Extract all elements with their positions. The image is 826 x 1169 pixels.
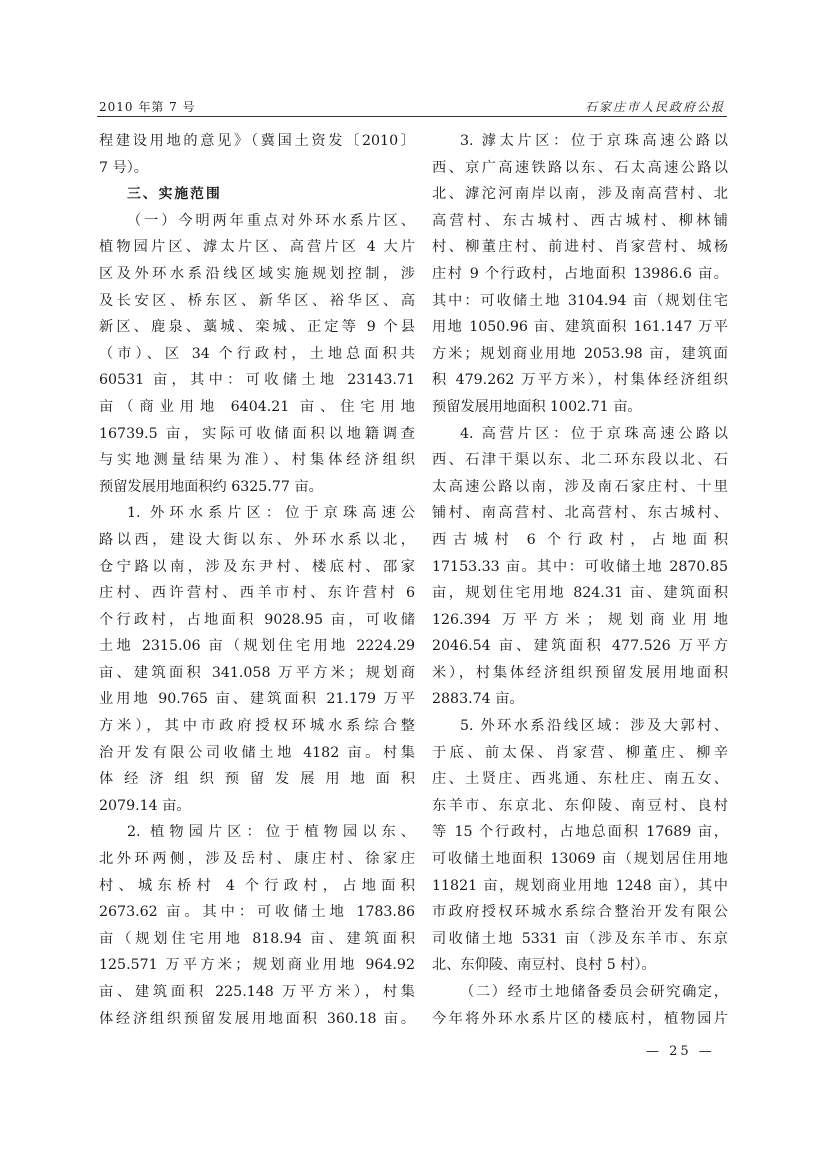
text-line: 7 号）。 [99,159,148,176]
text-line: 126.394 万平方米；规划商业用地 [432,611,728,628]
text-line: 2883.74 亩。 [432,691,524,708]
text-line: 及长安区、桥东区、新华区、裕华区、高 [99,292,415,309]
text-line: 治开发有限公司收储土地 4182 亩。村集 [99,744,415,761]
text-line: 业用地 90.765 亩、建筑面积 21.179 万平 [99,691,415,708]
text-line: 北外环两侧，涉及岳村、康庄村、徐家庄 [99,851,415,868]
text-line: 高营村、东古城村、西古城村、柳林铺 [432,212,728,229]
text-line: 125.571 万平方米；规划商业用地 964.92 [99,957,415,974]
text-line: 等 15 个行政村，占地总面积 17689 亩， [432,824,728,841]
text-line: 村、城东桥村 4 个行政村，占地面积 [99,877,415,894]
text-line: 方米），其中市政府授权环城水系综合整 [99,718,415,735]
left-column [99,128,415,1032]
text-line: 11821 亩，规划商业用地 1248 亩），其中 [432,877,728,894]
text-line: 预留发展用地面积约 6325.77 亩。 [99,478,323,495]
text-line: （一）今明两年重点对外环水系片区、 [127,212,415,229]
text-line: 铺村、南高营村、北高营村、东古城村、 [432,505,728,522]
text-line: （市）、区 34 个行政村，土地总面积共 [99,345,415,362]
text-line: 与实地测量结果为准）、村集体经济组织 [99,452,415,469]
right-column [432,128,728,1032]
text-line: 60531 亩，其中：可收储土地 23143.71 [99,372,415,389]
text-line: 米），村集体经济组织预留发展用地面积 [432,664,728,681]
text-line: 1. 外环水系片区：位于京珠高速公 [127,505,415,522]
text-line: 可收储土地面积 13069 亩（规划居住用地 [432,851,728,868]
text-line: 庄、土贤庄、西兆通、东杜庄、南五女、 [432,771,728,788]
text-line: 土地 2315.06 亩（规划住宅用地 2224.29 [99,638,415,655]
text-line: 亩，规划住宅用地 824.31 亩、建筑面积 [432,585,728,602]
text-line: 17153.33 亩。其中：可收储土地 2870.85 [432,558,728,575]
section-heading: 三、实施范围 [127,186,222,203]
text-line: 村、柳董庄村、前进村、肖家营村、城杨 [432,239,728,256]
text-line: 西古城村 6 个行政村，占地面积 [432,531,728,548]
text-line: 亩、建筑面积 341.058 万平方米；规划商 [99,664,415,681]
text-line: 西、石津干渠以东、北二环东段以北、石 [432,452,728,469]
text-line: 预留发展用地面积 1002.71 亩。 [432,398,642,415]
text-line: 3. 滹太片区：位于京珠高速公路以 [460,133,728,149]
text-line: 亩、建筑面积 225.148 万平方米），村集 [99,984,415,1000]
text-line: 亩（规划住宅用地 818.94 亩、建筑面积 [99,930,415,947]
text-line: 北、东仰陵、南豆村、良村 5 村）。 [432,957,656,974]
text-line: 个行政村，占地面积 9028.95 亩，可收储 [99,611,415,628]
text-line: 太高速公路以南，涉及南石家庄村、十里 [432,478,728,495]
text-line: 西、京广高速铁路以东、石太高速公路以 [432,159,728,176]
text-line: 于底、前太保、肖家营、柳董庄、柳辛 [432,744,728,761]
text-line: 体经济组织预留发展用地面积 [99,771,415,788]
text-line: 2046.54 亩、建筑面积 477.526 万平方 [432,638,728,655]
text-line: 北、滹沱河南岸以南，涉及南高营村、北 [432,186,728,203]
text-line: 体经济组织预留发展用地面积 360.18 亩。 [99,1010,415,1027]
text-line: 程建设用地的意见》（冀国土资发〔2010〕 [99,133,415,149]
text-line: 东羊市、东京北、东仰陵、南豆村、良村 [432,797,728,814]
text-line: 区及外环水系沿线区域实施规划控制，涉 [99,265,415,282]
text-line: 仓宁路以南，涉及东尹村、楼底村、邵家 [99,558,415,575]
publication-title: 石家庄市人民政府公报 [584,100,725,114]
text-line: 2673.62 亩。其中：可收储土地 1783.86 [99,904,415,921]
text-line: 其中：可收储土地 3104.94 亩（规划住宅 [432,292,728,309]
text-line: 植物园片区、滹太片区、高营片区 4 大片 [99,239,415,256]
text-line: 今年将外环水系片区的楼底村，植物园片 [432,1010,728,1027]
text-line: 5. 外环水系沿线区域：涉及大郭村、 [460,718,728,735]
text-line: 新区、鹿泉、藁城、栾城、正定等 9 个县 [99,319,415,336]
text-line: 市政府授权环城水系综合整治开发有限公 [432,904,728,921]
text-line: 庄村 9 个行政村，占地面积 13986.6 亩。 [432,265,728,282]
text-line: 司收储土地 5331 亩（涉及东羊市、东京 [432,930,728,947]
text-line: 亩（商业用地 6404.21 亩、住宅用地 [99,398,415,415]
running-header [97,98,727,117]
text-line: 16739.5 亩，实际可收储面积以地籍调查 [99,425,415,442]
text-line: 用地 1050.96 亩、建筑面积 161.147 万平 [432,319,728,336]
text-line: 积 479.262 万平方米），村集体经济组织 [432,372,728,389]
text-line: 4. 高营片区：位于京珠高速公路以 [460,425,728,442]
page-number: — 25 — [646,1044,715,1059]
text-line: 2. 植物园片区：位于植物园以东、 [127,824,415,841]
issue-label: 2010 年第 7 号 [99,100,196,114]
text-line: 庄村、西许营村、西羊市村、东许营村 6 [99,585,415,602]
text-line: 路以西，建设大街以东、外环水系以北， [99,531,415,548]
text-line: 2079.14 亩。 [99,797,191,814]
text-line: （二）经市土地储备委员会研究确定， [460,984,728,1000]
text-line: 方米；规划商业用地 2053.98 亩，建筑面 [432,345,728,362]
